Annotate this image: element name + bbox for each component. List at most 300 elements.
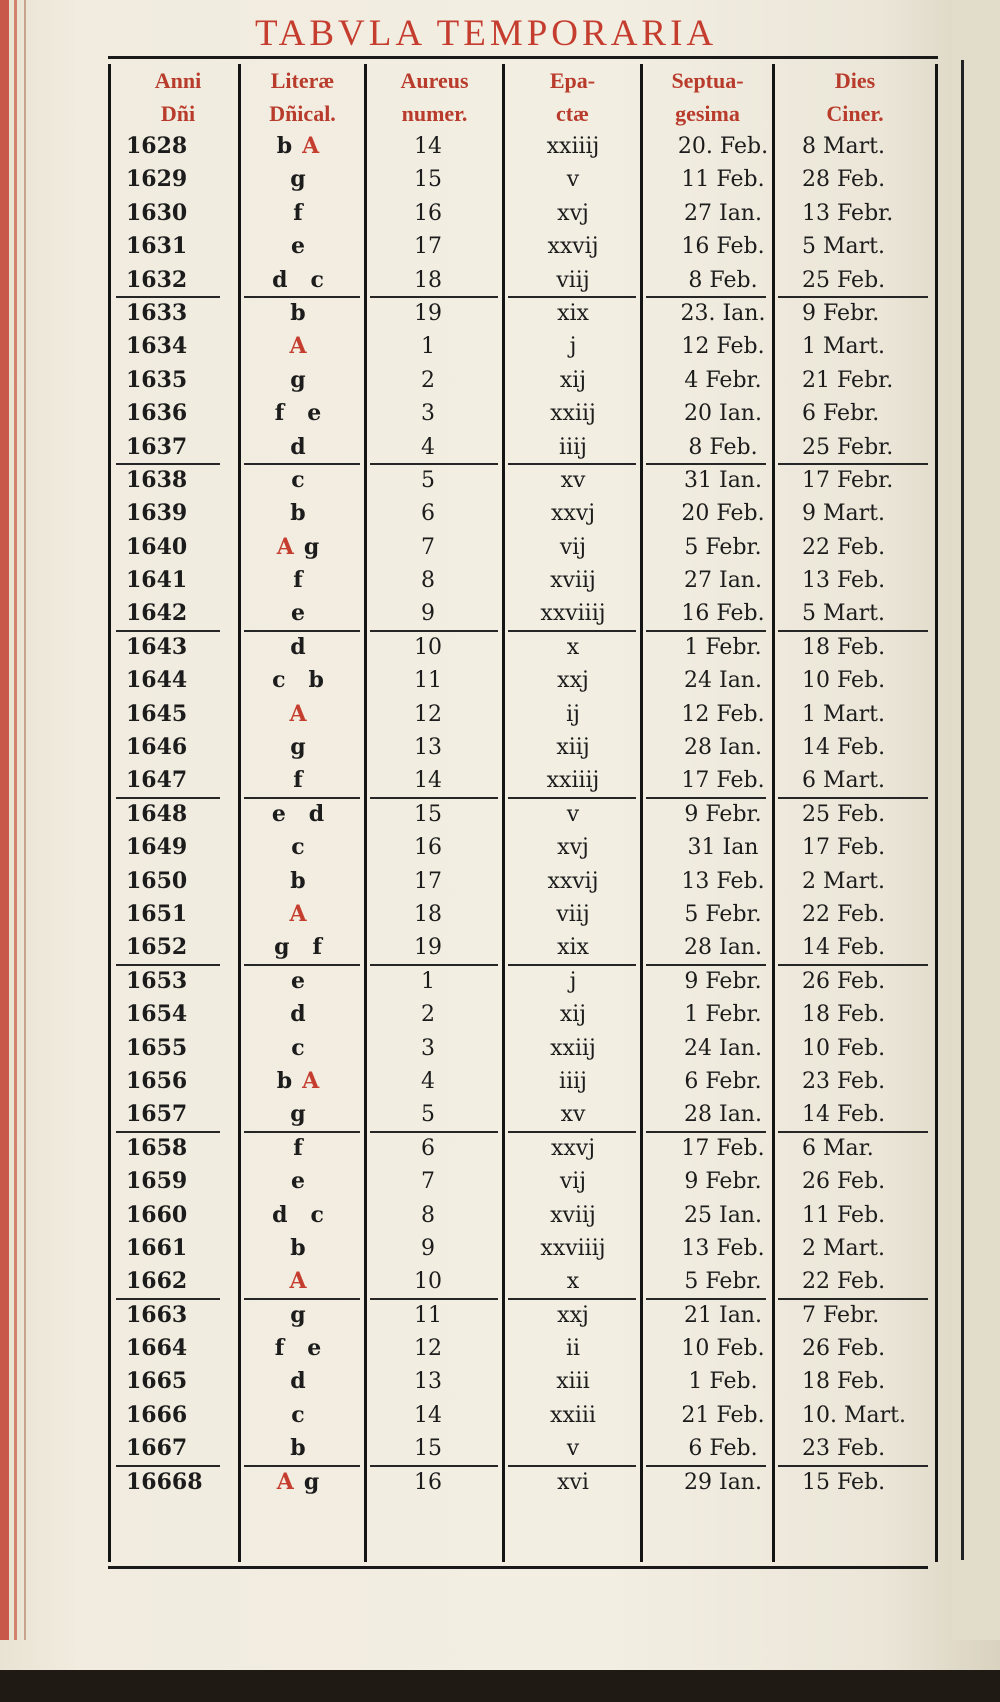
cell-dominical-letters <box>243 698 353 731</box>
dominical-letter-black: g f <box>274 934 322 961</box>
cell-ash-wednesday: 15 Feb. <box>802 1469 886 1495</box>
cell-dominical-letters <box>243 1265 353 1298</box>
cell-year: 1639 <box>126 500 188 527</box>
cell-septuagesima: 8 Feb. <box>688 434 758 460</box>
table-row <box>108 564 938 597</box>
table-body <box>108 130 938 1499</box>
cell-ash-wednesday: 28 Feb. <box>802 167 886 193</box>
cell-epact: j <box>569 334 577 360</box>
cell-ash-wednesday: 25 Feb. <box>802 801 886 827</box>
cell-golden-number: 4 <box>421 1068 435 1094</box>
cell-dominical-letters <box>243 230 353 263</box>
cell-ash-wednesday: 23 Feb. <box>802 1436 886 1462</box>
cell-epact: x <box>566 634 580 660</box>
cell-golden-number: 19 <box>414 935 442 961</box>
cell-epact: xxvj <box>550 1135 596 1161</box>
dominical-letter-black: g <box>303 1468 320 1495</box>
header-line: Dñi <box>160 101 196 126</box>
cell-year: 1664 <box>126 1335 188 1362</box>
cell-ash-wednesday: 17 Febr. <box>802 467 894 493</box>
cell-septuagesima: 28 Ian. <box>684 935 762 961</box>
cell-year: 1645 <box>126 700 188 727</box>
cell-dominical-letters <box>243 1432 353 1465</box>
table-row <box>108 397 938 430</box>
cell-epact: viij <box>556 267 590 293</box>
dominical-letter-red: A <box>289 900 307 927</box>
cell-golden-number: 19 <box>414 300 442 326</box>
header-line: Dies <box>834 68 876 93</box>
cell-golden-number: 17 <box>414 868 442 894</box>
table-row <box>108 230 938 263</box>
cell-dominical-letters <box>243 1065 353 1098</box>
cell-ash-wednesday: 9 Mart. <box>802 501 885 527</box>
cell-dominical-letters <box>243 965 353 998</box>
cell-epact: iiij <box>559 434 587 460</box>
page-edge-red-rule <box>0 0 9 1640</box>
cell-year: 1640 <box>126 533 188 560</box>
cell-golden-number: 6 <box>421 501 435 527</box>
cell-septuagesima: 16 Feb. <box>681 601 765 627</box>
table-row <box>108 831 938 864</box>
cell-ash-wednesday: 22 Feb. <box>802 1269 886 1295</box>
cell-ash-wednesday: 2 Mart. <box>802 1235 885 1261</box>
adjacent-page-rule <box>961 60 964 1560</box>
cell-epact: xxviiij <box>540 1235 606 1261</box>
cell-ash-wednesday: 18 Feb. <box>802 634 886 660</box>
cell-dominical-letters <box>243 831 353 864</box>
table-row <box>108 597 938 630</box>
cell-septuagesima: 28 Ian. <box>684 1102 762 1128</box>
cell-epact: xiij <box>556 735 590 761</box>
table-row <box>108 1132 938 1165</box>
cell-ash-wednesday: 17 Feb. <box>802 835 886 861</box>
dominical-letter-black: d <box>290 433 306 460</box>
cell-ash-wednesday: 6 Mart. <box>802 768 885 794</box>
cell-ash-wednesday: 10 Feb. <box>802 1035 886 1061</box>
cell-septuagesima: 23. Ian. <box>680 300 766 326</box>
cell-golden-number: 16 <box>414 200 442 226</box>
cell-golden-number: 4 <box>421 434 435 460</box>
cell-golden-number: 3 <box>421 401 435 427</box>
cell-epact: xvi <box>557 1469 589 1495</box>
cell-dominical-letters <box>243 931 353 964</box>
cell-dominical-letters <box>243 397 353 430</box>
cell-golden-number: 18 <box>414 267 442 293</box>
cell-septuagesima: 20 Feb. <box>681 501 765 527</box>
table-row <box>108 1365 938 1398</box>
cell-year: 1646 <box>126 734 188 761</box>
cell-ash-wednesday: 9 Febr. <box>802 300 880 326</box>
cell-golden-number: 1 <box>421 334 435 360</box>
cell-epact: vij <box>559 1169 587 1195</box>
cell-year: 1634 <box>126 333 188 360</box>
cell-ash-wednesday: 18 Feb. <box>802 1002 886 1028</box>
page-edge-red-rule-inner <box>14 0 17 1640</box>
cell-year: 1666 <box>126 1401 188 1428</box>
table-row <box>108 998 938 1031</box>
dominical-letter-black: c b <box>272 667 324 694</box>
table-row <box>108 497 938 530</box>
table-row <box>108 1332 938 1365</box>
cell-golden-number: 16 <box>414 835 442 861</box>
cell-year: 1649 <box>126 834 188 861</box>
cell-golden-number: 10 <box>414 1269 442 1295</box>
cell-golden-number: 5 <box>421 1102 435 1128</box>
cell-year: 1653 <box>126 967 188 994</box>
table-top-rule <box>108 56 938 59</box>
dominical-letter-black: d <box>290 1001 306 1028</box>
cell-septuagesima: 12 Feb. <box>681 334 765 360</box>
cell-epact: j <box>569 968 577 994</box>
header-line: gesima <box>675 101 740 126</box>
dominical-letter-black: e <box>291 967 305 994</box>
cell-golden-number: 7 <box>421 534 435 560</box>
cell-dominical-letters <box>243 1199 353 1232</box>
cell-ash-wednesday: 11 Feb. <box>802 1202 886 1228</box>
cell-golden-number: 14 <box>414 768 442 794</box>
dominical-letter-black: g <box>303 533 320 560</box>
cell-ash-wednesday: 22 Feb. <box>802 534 886 560</box>
dominical-letter-red: A <box>302 1067 320 1094</box>
cell-dominical-letters <box>243 798 353 831</box>
cell-ash-wednesday: 6 Febr. <box>802 401 880 427</box>
cell-golden-number: 12 <box>414 1336 442 1362</box>
cell-golden-number: 5 <box>421 467 435 493</box>
cell-epact: iiij <box>559 1068 587 1094</box>
cell-septuagesima: 28 Ian. <box>684 735 762 761</box>
cell-year: 1647 <box>126 767 188 794</box>
cell-golden-number: 1 <box>421 968 435 994</box>
dominical-letter-black: b <box>276 133 293 159</box>
cell-epact: xxvj <box>550 501 596 527</box>
cell-dominical-letters <box>243 1165 353 1198</box>
table-row <box>108 798 938 831</box>
cell-year: 1665 <box>126 1368 188 1395</box>
cell-epact: v <box>566 167 580 193</box>
cell-ash-wednesday: 14 Feb. <box>802 735 886 761</box>
cell-golden-number: 9 <box>421 601 435 627</box>
cell-ash-wednesday: 1 Mart. <box>802 334 885 360</box>
dominical-letter-black: b <box>290 867 306 894</box>
table-row <box>108 664 938 697</box>
cell-dominical-letters <box>243 865 353 898</box>
cell-dominical-letters <box>243 431 353 464</box>
dominical-letter-black: d <box>290 1368 306 1395</box>
cell-golden-number: 8 <box>421 1202 435 1228</box>
cell-golden-number: 15 <box>414 1436 442 1462</box>
cell-epact: xviij <box>550 1202 596 1228</box>
cell-year: 1638 <box>126 466 188 493</box>
cell-golden-number: 7 <box>421 1169 435 1195</box>
cell-dominical-letters <box>243 330 353 363</box>
page-edge-rule-faint <box>24 0 26 1640</box>
dominical-letter-red: A <box>289 700 307 727</box>
cell-septuagesima: 5 Febr. <box>684 534 762 560</box>
dominical-letter-black: c <box>291 466 305 493</box>
dominical-letter-black: d c <box>272 1201 324 1228</box>
cell-ash-wednesday: 25 Febr. <box>802 434 894 460</box>
header-line: Epa- <box>549 68 596 93</box>
table-row <box>108 130 938 163</box>
header-line: ctæ <box>556 101 589 126</box>
header-line: Anni <box>154 68 202 93</box>
cell-dominical-letters <box>243 998 353 1031</box>
dominical-letter-black: d c <box>272 266 324 293</box>
cell-dominical-letters <box>243 1399 353 1432</box>
cell-septuagesima: 20. Feb. <box>677 134 769 159</box>
cell-epact: xxiii <box>550 1402 596 1428</box>
dominical-letter-black: c <box>291 834 305 861</box>
cell-epact: v <box>566 1436 580 1462</box>
dominical-letter-black: b <box>290 299 306 326</box>
cell-year: 1652 <box>126 934 188 961</box>
cell-year: 1644 <box>126 667 188 694</box>
table-row <box>108 163 938 196</box>
cell-ash-wednesday: 1 Mart. <box>802 701 885 727</box>
cell-year: 1643 <box>126 633 188 660</box>
cell-year: 1641 <box>126 567 188 594</box>
table-row <box>108 264 938 297</box>
cell-golden-number: 14 <box>414 134 442 159</box>
cell-ash-wednesday: 26 Feb. <box>802 1336 886 1362</box>
header-literae-dominicales <box>241 64 364 140</box>
cell-year: 1662 <box>126 1268 188 1295</box>
table-row <box>108 931 938 964</box>
cell-ash-wednesday: 6 Mar. <box>802 1135 874 1161</box>
cell-septuagesima: 6 Febr. <box>684 1068 762 1094</box>
table-row <box>108 197 938 230</box>
cell-year: 1650 <box>126 867 188 894</box>
cell-dominical-letters <box>243 1032 353 1065</box>
header-anni-domini <box>128 64 228 140</box>
cell-golden-number: 8 <box>421 568 435 594</box>
cell-septuagesima: 31 Ian <box>687 835 759 861</box>
header-line: Literæ <box>270 68 335 93</box>
cell-ash-wednesday: 13 Feb. <box>802 568 886 594</box>
cell-septuagesima: 24 Ian. <box>684 668 762 694</box>
table-row <box>108 464 938 497</box>
cell-dominical-letters <box>243 464 353 497</box>
cell-septuagesima: 24 Ian. <box>684 1035 762 1061</box>
cell-epact: xvj <box>557 835 589 861</box>
cell-dominical-letters <box>243 264 353 297</box>
cell-year: 1655 <box>126 1034 188 1061</box>
cell-golden-number: 17 <box>414 234 442 260</box>
cell-dominical-letters <box>243 1098 353 1131</box>
dominical-letter-black: b <box>290 1234 306 1261</box>
cell-ash-wednesday: 18 Feb. <box>802 1369 886 1395</box>
cell-septuagesima: 5 Febr. <box>684 1269 762 1295</box>
cell-septuagesima: 1 Febr. <box>684 634 762 660</box>
cell-year: 1658 <box>126 1134 188 1161</box>
cell-septuagesima: 31 Ian. <box>684 467 762 493</box>
cell-dominical-letters <box>243 531 353 564</box>
cell-septuagesima: 13 Feb. <box>681 1235 765 1261</box>
cell-ash-wednesday: 23 Feb. <box>802 1068 886 1094</box>
cell-epact: ij <box>566 701 580 727</box>
table-row <box>108 898 938 931</box>
dominical-letter-black: b <box>290 500 306 527</box>
table-row <box>108 731 938 764</box>
cell-dominical-letters <box>243 731 353 764</box>
dominical-letter-black: c <box>291 1034 305 1061</box>
adjacent-page-edge <box>952 0 1000 1640</box>
cell-epact: x <box>566 1269 580 1295</box>
dominical-letter-black: e <box>291 600 305 627</box>
cell-dominical-letters <box>243 664 353 697</box>
dominical-letter-red: A <box>289 1268 307 1295</box>
cell-epact: xij <box>559 367 587 393</box>
cell-dominical-letters <box>243 564 353 597</box>
cell-year: 1660 <box>126 1201 188 1228</box>
cell-year: 1632 <box>126 266 188 293</box>
cell-ash-wednesday: 5 Mart. <box>802 601 885 627</box>
dominical-letter-red: A <box>302 133 320 159</box>
cell-ash-wednesday: 26 Feb. <box>802 1169 886 1195</box>
cell-dominical-letters <box>243 1332 353 1365</box>
cell-epact: xvj <box>557 200 589 226</box>
calendar-table <box>108 56 938 1568</box>
cell-golden-number: 16 <box>414 1469 442 1495</box>
dominical-letter-black: c <box>291 1401 305 1428</box>
cell-septuagesima: 10 Feb. <box>681 1336 765 1362</box>
cell-year: 1663 <box>126 1301 188 1328</box>
cell-golden-number: 2 <box>421 367 435 393</box>
cell-year: 1654 <box>126 1001 188 1028</box>
dominical-letter-black: f e <box>274 400 322 427</box>
cell-dominical-letters <box>243 898 353 931</box>
cell-dominical-letters <box>243 197 353 230</box>
table-row <box>108 1399 938 1432</box>
table-row <box>108 297 938 330</box>
cell-ash-wednesday: 22 Feb. <box>802 901 886 927</box>
table-row <box>108 965 938 998</box>
header-line: Septua- <box>671 68 744 93</box>
cell-year: 1667 <box>126 1435 188 1462</box>
cell-year: 1651 <box>126 900 188 927</box>
cell-dominical-letters <box>243 1299 353 1332</box>
cell-golden-number: 2 <box>421 1002 435 1028</box>
dominical-letter-black: g <box>290 734 306 761</box>
cell-epact: xxiiij <box>546 134 600 159</box>
dominical-letter-black: e <box>291 233 305 260</box>
cell-epact: xxj <box>557 1302 589 1328</box>
dominical-letter-black: g <box>290 1301 306 1328</box>
cell-septuagesima: 21 Ian. <box>684 1302 762 1328</box>
table-row <box>108 1432 938 1465</box>
cell-year: 1637 <box>126 433 188 460</box>
cell-golden-number: 18 <box>414 901 442 927</box>
dominical-letter-black: b <box>276 1067 293 1094</box>
cell-golden-number: 3 <box>421 1035 435 1061</box>
dominical-letter-black: f <box>293 567 303 594</box>
dominical-letter-black: f e <box>274 1335 322 1362</box>
cell-ash-wednesday: 7 Febr. <box>802 1302 880 1328</box>
cell-year: 1656 <box>126 1067 188 1094</box>
cell-septuagesima: 21 Feb. <box>681 1402 765 1428</box>
cell-ash-wednesday: 8 Mart. <box>802 134 885 159</box>
cell-dominical-letters <box>243 1232 353 1265</box>
cell-golden-number: 10 <box>414 634 442 660</box>
cell-dominical-letters <box>243 764 353 797</box>
cell-epact: xv <box>560 467 586 493</box>
cell-ash-wednesday: 26 Feb. <box>802 968 886 994</box>
cell-epact: xij <box>559 1002 587 1028</box>
cell-epact: ii <box>565 1336 581 1362</box>
cell-epact: xix <box>557 300 589 326</box>
table-row <box>108 1165 938 1198</box>
cell-year: 1648 <box>126 800 188 827</box>
cell-epact: vij <box>559 534 587 560</box>
table-bottom-rule <box>108 1566 928 1569</box>
table-row <box>108 431 938 464</box>
cell-golden-number: 15 <box>414 167 442 193</box>
cell-dominical-letters <box>243 1132 353 1165</box>
cell-epact: xxvij <box>547 234 599 260</box>
cell-golden-number: 11 <box>414 668 442 694</box>
cell-septuagesima: 9 Febr. <box>684 1169 762 1195</box>
dominical-letter-black: g <box>290 366 306 393</box>
cell-golden-number: 11 <box>414 1302 442 1328</box>
cell-ash-wednesday: 10. Mart. <box>802 1402 906 1428</box>
header-epactae <box>505 64 640 140</box>
cell-golden-number: 9 <box>421 1235 435 1261</box>
header-line: numer. <box>401 101 468 126</box>
cell-dominical-letters <box>243 497 353 530</box>
table-row <box>108 1299 938 1332</box>
cell-dominical-letters <box>243 297 353 330</box>
table-row <box>108 631 938 664</box>
dominical-letter-black: d <box>290 633 306 660</box>
cell-septuagesima: 12 Feb. <box>681 701 765 727</box>
header-dies-cineris <box>775 64 935 140</box>
cell-ash-wednesday: 25 Feb. <box>802 267 886 293</box>
cell-year: 1630 <box>126 199 188 226</box>
cell-epact: xxj <box>557 668 589 694</box>
cell-septuagesima: 27 Ian. <box>684 568 762 594</box>
dominical-letter-black: e <box>291 1168 305 1195</box>
cell-year: 1629 <box>126 166 188 193</box>
cell-year: 1628 <box>126 133 188 159</box>
cell-year: 1633 <box>126 299 188 326</box>
table-row <box>108 1065 938 1098</box>
header-aureus-numerus <box>367 64 502 140</box>
cell-ash-wednesday: 14 Feb. <box>802 935 886 961</box>
dominical-letter-red: A <box>276 1468 294 1495</box>
cell-ash-wednesday: 14 Feb. <box>802 1102 886 1128</box>
cell-epact: xviij <box>550 568 596 594</box>
cell-year: 1657 <box>126 1101 188 1128</box>
cell-septuagesima: 1 Feb. <box>688 1369 758 1395</box>
cell-ash-wednesday: 5 Mart. <box>802 234 885 260</box>
dominical-letter-red: A <box>289 333 307 360</box>
cell-septuagesima: 8 Feb. <box>688 267 758 293</box>
table-row <box>108 865 938 898</box>
header-septuagesima <box>643 64 772 140</box>
cell-epact: v <box>566 801 580 827</box>
cell-golden-number: 12 <box>414 701 442 727</box>
cell-epact: viij <box>556 901 590 927</box>
header-line: Aureus <box>400 68 469 93</box>
table-row <box>108 531 938 564</box>
table-row <box>108 1199 938 1232</box>
cell-septuagesima: 25 Ian. <box>684 1202 762 1228</box>
cell-dominical-letters <box>243 1365 353 1398</box>
table-row <box>108 1232 938 1265</box>
cell-septuagesima: 5 Febr. <box>684 901 762 927</box>
header-line: Ciner. <box>826 101 884 126</box>
cell-septuagesima: 16 Feb. <box>681 234 765 260</box>
